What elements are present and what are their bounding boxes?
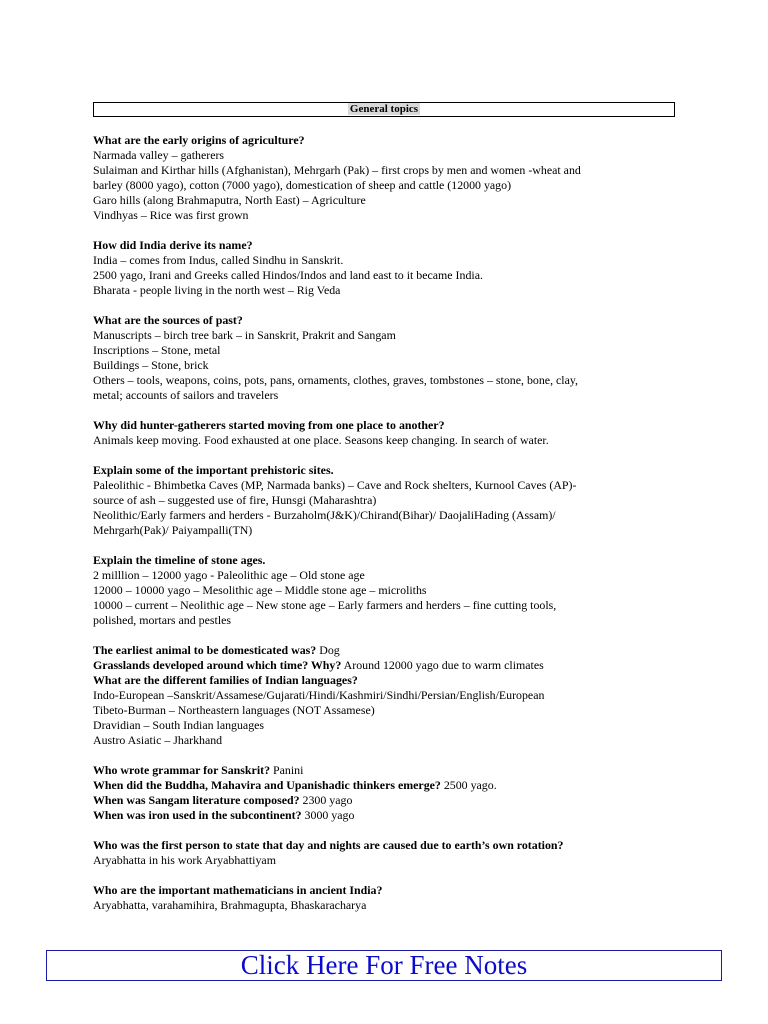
section-mathematicians — [93, 883, 673, 913]
question: How did India derive its name? — [93, 238, 253, 252]
qa-item — [93, 778, 673, 793]
answer-line: Inscriptions – Stone, metal — [93, 343, 221, 357]
section-earth-rotation — [93, 838, 673, 868]
answer-line: 12000 – 10000 yago – Mesolithic age – Middle stone age – microliths — [93, 583, 427, 597]
question: What are the sources of past? — [93, 313, 243, 327]
section-prehistoric-sites — [93, 463, 673, 538]
answer-line: Dravidian – South Indian languages — [93, 718, 265, 732]
answer-line: Neolithic/Early farmers and herders - Burzaholm(J&K)/Chirand(Bihar)/ DaojaliHading (Assam)/ — [93, 508, 556, 522]
answer: 2500 yago. — [440, 778, 497, 792]
question: Who wrote grammar for Sanskrit? — [93, 763, 271, 777]
question: What are the early origins of agriculture? — [93, 133, 305, 147]
answer-line: 10000 – current – Neolithic age – New stone age – Early farmers and herders – fine cutting tools, — [93, 598, 557, 612]
section-agriculture-origins — [93, 133, 673, 223]
question: When was Sangam literature composed? — [93, 793, 300, 807]
section-quick-facts-2 — [93, 763, 673, 823]
question: Grasslands developed around which time? Why? — [93, 658, 342, 672]
answer: 2300 yago — [299, 793, 353, 807]
answer-line: Garo hills (along Brahmaputra, North East) – Agriculture — [93, 193, 366, 207]
qa-item — [93, 808, 673, 823]
question: The earliest animal to be domesticated was? — [93, 643, 317, 657]
question: Explain some of the important prehistoric sites. — [93, 463, 334, 477]
answer-line: source of ash – suggested use of fire, Hunsgi (Maharashtra) — [93, 493, 377, 507]
section-header — [93, 102, 675, 117]
free-notes-link-label[interactable]: Click Here For Free Notes — [240, 950, 528, 980]
question: Who was the first person to state that day and nights are caused due to earth’s own rotation? — [93, 838, 564, 852]
qa-item — [93, 643, 673, 658]
answer-line: Mehrgarh(Pak)/ Paiyampalli(TN) — [93, 523, 253, 537]
question: Who are the important mathematicians in ancient India? — [93, 883, 383, 897]
answer-line: metal; accounts of sailors and travelers — [93, 388, 279, 402]
question: Why did hunter-gatherers started moving from one place to another? — [93, 418, 445, 432]
answer-line: 2500 yago, Irani and Greeks called Hindos/Indos and land east to it became India. — [93, 268, 483, 282]
question: What are the different families of Indian languages? — [93, 673, 358, 687]
answer-line: Paleolithic - Bhimbetka Caves (MP, Narmada banks) – Cave and Rock shelters, Kurnool Caves (AP)- — [93, 478, 577, 492]
document-body — [93, 133, 673, 928]
answer-line: polished, mortars and pestles — [93, 613, 232, 627]
section-sources-of-past — [93, 313, 673, 403]
answer-line: Aryabhatta, varahamihira, Brahmagupta, Bhaskaracharya — [93, 898, 367, 912]
answer-line: 2 milllion – 12000 yago - Paleolithic age – Old stone age — [93, 568, 365, 582]
qa-item — [93, 763, 673, 778]
qa-item — [93, 658, 673, 673]
answer: Dog — [316, 643, 340, 657]
qa-item — [93, 793, 673, 808]
question: When did the Buddha, Mahavira and Upanishadic thinkers emerge? — [93, 778, 441, 792]
answer-line: Buildings – Stone, brick — [93, 358, 209, 372]
answer: Panini — [270, 763, 304, 777]
section-stone-ages-timeline — [93, 553, 673, 628]
answer-line: Austro Asiatic – Jharkhand — [93, 733, 223, 747]
answer-line: Aryabhatta in his work Aryabhattiyam — [93, 853, 276, 867]
answer-line: India – comes from Indus, called Sindhu in Sanskrit. — [93, 253, 344, 267]
answer: 3000 yago — [301, 808, 355, 822]
answer-line: Bharata - people living in the north west – Rig Veda — [93, 283, 341, 297]
free-notes-link[interactable] — [46, 950, 722, 981]
section-quick-facts-1 — [93, 643, 673, 673]
section-language-families — [93, 673, 673, 748]
section-hunter-gatherers — [93, 418, 673, 448]
answer-line: Tibeto-Burman – Northeastern languages (NOT Assamese) — [93, 703, 375, 717]
question: Explain the timeline of stone ages. — [93, 553, 266, 567]
answer-line: Animals keep moving. Food exhausted at one place. Seasons keep changing. In search of water. — [93, 433, 549, 447]
answer-line: barley (8000 yago), cotton (7000 yago), domestication of sheep and cattle (12000 yago) — [93, 178, 512, 192]
answer-line: Sulaiman and Kirthar hills (Afghanistan), Mehrgarh (Pak) – first crops by men and women -wheat and — [93, 163, 581, 177]
answer-line: Others – tools, weapons, coins, pots, pans, ornaments, clothes, graves, tombstones – stone, bone, clay, — [93, 373, 579, 387]
answer-line: Narmada valley – gatherers — [93, 148, 225, 162]
question: When was iron used in the subcontinent? — [93, 808, 302, 822]
section-india-name — [93, 238, 673, 298]
answer-line: Manuscripts – birch tree bark – in Sanskrit, Prakrit and Sangam — [93, 328, 396, 342]
section-header-title: General topics — [349, 103, 419, 115]
answer-line: Vindhyas – Rice was first grown — [93, 208, 249, 222]
answer: Around 12000 yago due to warm climates — [341, 658, 544, 672]
answer-line: Indo-European –Sanskrit/Assamese/Gujarati/Hindi/Kashmiri/Sindhi/Persian/English/European — [93, 688, 545, 702]
